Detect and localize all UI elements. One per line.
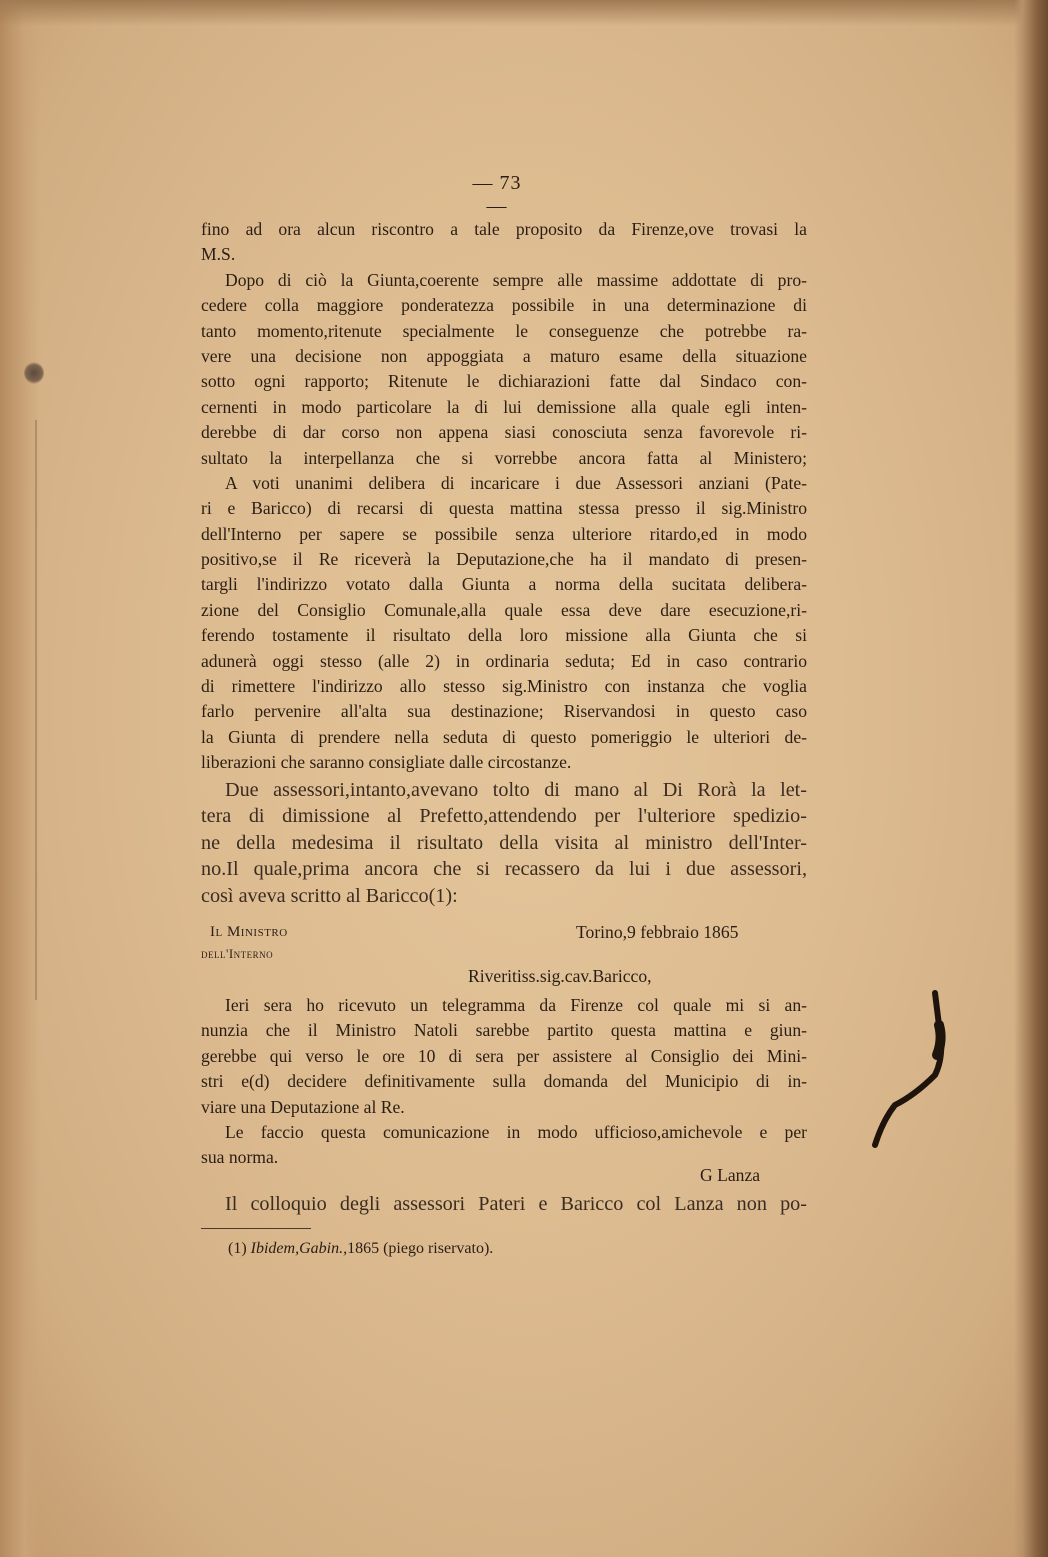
paragraph-1 — [201, 217, 807, 776]
letter-salutation: Riveritiss.sig.cav.Baricco, — [468, 966, 652, 986]
letter-sender-line-2: dell'Interno — [201, 946, 274, 961]
text-line: così aveva scritto al Baricco(1): — [201, 884, 458, 907]
text-line: gerebbe qui verso le ore 10 di sera per assistere al Consiglio dei Mini- — [201, 1045, 807, 1066]
text-line: tanto momento,ritenute specialmente le conseguenze che potrebbe ra- — [201, 320, 807, 341]
text-line: cedere colla maggiore ponderatezza possibile in una determinazione di — [201, 295, 807, 316]
text-line: ferendo tostamente il risultato della loro missione alla Giunta che si — [201, 625, 807, 646]
text-line: zione del Consiglio Comunale,alla quale essa deve dare esecuzione,ri- — [201, 599, 807, 620]
text-line: Due assessori,intanto,avevano tolto di mano al Di Rorà la let- — [225, 779, 807, 801]
footnote-marker: (1) — [228, 1240, 247, 1257]
text-line: Le faccio questa comunicazione in modo ufficioso,amichevole e per — [225, 1121, 807, 1142]
footnote-text: 1865 (piego riservato). — [347, 1240, 494, 1257]
footnote — [228, 1240, 493, 1258]
text-line: vere una decisione non appoggiata a maturo esame della situazione — [201, 345, 807, 366]
text-line: stri e(d) decidere definitivamente sulla domanda del Municipio di in- — [201, 1071, 807, 1092]
text-line: tera di dimissione al Prefetto,attendendo per l'ulteriore spedizio- — [201, 805, 807, 828]
letter-signature: G Lanza — [700, 1165, 761, 1185]
text-line: la Giunta di prendere nella seduta di questo pomeriggio le ulteriori de- — [201, 726, 807, 747]
text-line: ri e Baricco) di recarsi di questa mattina stessa presso il sig.Ministro — [201, 498, 807, 519]
text-line: Il colloquio degli assessori Pateri e Baricco col Lanza non po- — [225, 1193, 807, 1215]
text-line: Dopo di ciò la Giunta,coerente sempre alle massime addottate di pro- — [225, 269, 807, 290]
text-line: ne della medesima il risultato della visita al ministro dell'Inter- — [201, 831, 807, 854]
text-line: no.Il quale,prima ancora che si recassero da lui i due assessori, — [201, 858, 807, 881]
text-line: M.S. — [201, 244, 236, 265]
text-line: targli l'indirizzo votato dalla Giunta a norma della sucitata delibera- — [201, 574, 807, 595]
text-line: sua norma. — [201, 1147, 279, 1168]
paragraph-3 — [201, 1191, 807, 1217]
text-line: liberazioni che saranno consigliate dalle circostanze. — [201, 752, 572, 773]
letter-body — [201, 993, 807, 1171]
text-line: adunerà oggi stesso (alle 2) in ordinaria seduta; Ed in caso contrario — [201, 650, 807, 671]
paragraph-2 — [201, 777, 807, 909]
footnote-rule — [201, 1228, 311, 1229]
letter-sender-line-1: Il Ministro — [210, 924, 288, 940]
text-line: di rimettere l'indirizzo allo stesso sig.Ministro con instanza che voglia — [201, 676, 807, 697]
text-line: viare una Deputazione al Re. — [201, 1096, 405, 1117]
footnote-italic: Ibidem,Gabin., — [250, 1240, 348, 1257]
text-line: A voti unanimi delibera di incaricare i due Assessori anziani (Pate- — [225, 472, 807, 493]
text-line: cernenti in modo particolare la di lui demissione alla quale egli inten- — [201, 396, 807, 417]
page-number: — 73 — — [472, 172, 522, 217]
text-line: farlo pervenire all'alta sua destinazione; Riservandosi in questo caso — [201, 701, 807, 722]
text-line: sultato la interpellanza che si vorrebbe ancora fatta al Ministero; — [201, 447, 807, 468]
text-line: nunzia che il Ministro Natoli sarebbe partito questa mattina e giun- — [201, 1020, 807, 1041]
text-line: dell'Interno per sapere se possibile senza ulteriore ritardo,ed in modo — [201, 523, 807, 544]
text-line: fino ad ora alcun riscontro a tale proposito da Firenze,ove trovasi la — [201, 219, 807, 239]
text-line: derebbe di dar corso non appena siasi conosciuta senza favorevole ri- — [201, 422, 807, 443]
text-line: positivo,se il Re riceverà la Deputazione,che ha il mandato di presen- — [201, 549, 807, 570]
text-line: sotto ogni rapporto; Ritenute le dichiarazioni fatte dal Sindaco con- — [201, 371, 807, 392]
letter-date: Torino,9 febbraio 1865 — [576, 922, 739, 942]
text-line: Ieri sera ho ricevuto un telegramma da Firenze col quale mi si an- — [225, 995, 807, 1015]
